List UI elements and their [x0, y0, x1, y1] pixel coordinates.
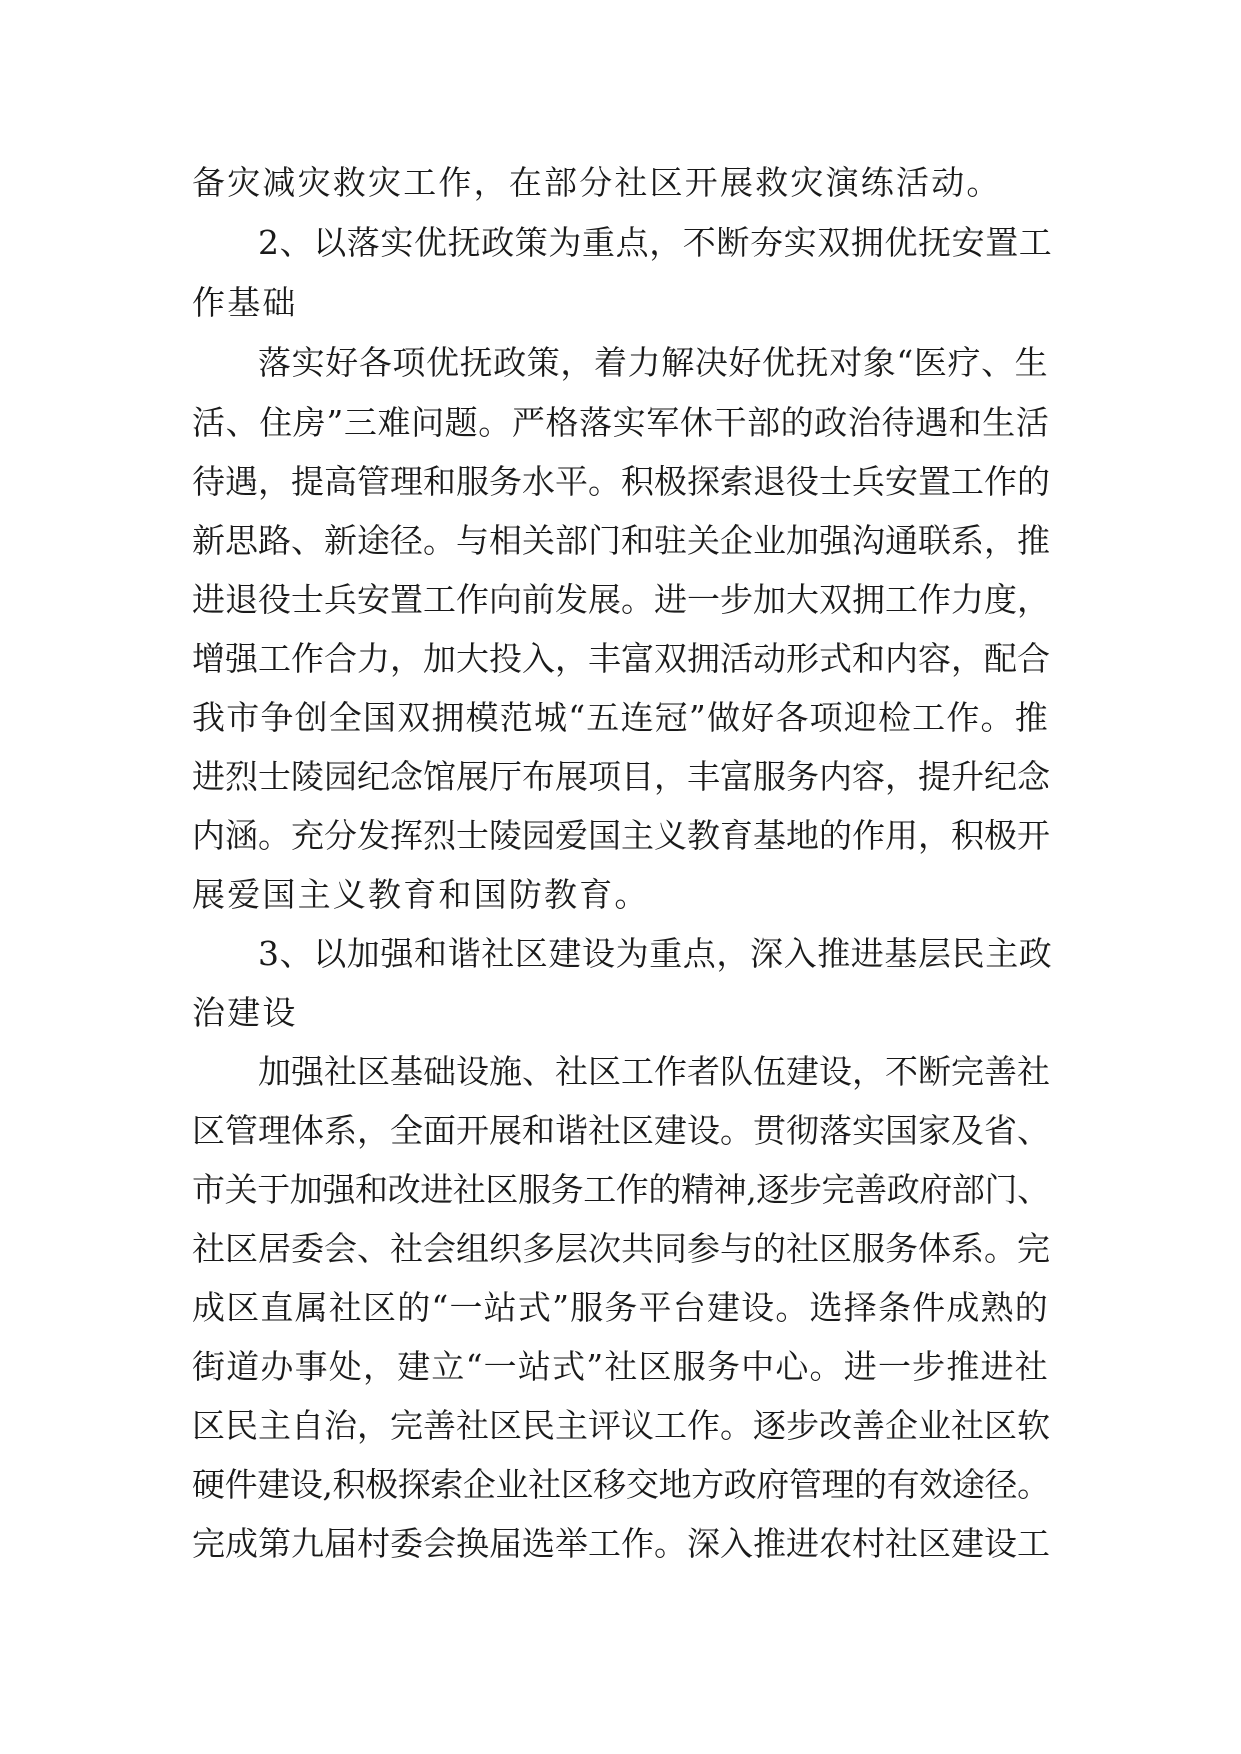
text-line: 区管理体系，全面开展和谐社区建设。贯彻落实国家及省、 — [192, 1111, 1050, 1150]
text-line: 增强工作合力，加大投入，丰富双拥活动形式和内容，配合 — [192, 639, 1050, 678]
text-line: 街道办事处，建立“一站式”社区服务中心。进一步推进社 — [192, 1347, 1049, 1386]
paragraph-first-line: 落实好各项优抚政策，着力解决好优抚对象“医疗、生 — [258, 343, 1049, 382]
text-line: 市关于加强和改进社区服务工作的精神,逐步完善政府部门、 — [192, 1170, 1050, 1209]
text-line: 待遇，提高管理和服务水平。积极探索退役士兵安置工作的 — [192, 462, 1050, 501]
text-line: 新思路、新途径。与相关部门和驻关企业加强沟通联系，推 — [192, 521, 1050, 560]
section-heading-line: 3、以加强和谐社区建设为重点，深入推进基层民主政 — [258, 934, 1053, 973]
text-line: 完成第九届村委会换届选举工作。深入推进农村社区建设工 — [192, 1524, 1050, 1563]
text-line: 社区居委会、社会组织多层次共同参与的社区服务体系。完 — [192, 1229, 1050, 1268]
text-line: 区民主自治，完善社区民主评议工作。逐步改善企业社区软 — [192, 1406, 1050, 1445]
text-line: 展爱国主义教育和国防教育。 — [192, 875, 650, 914]
text-line: 进退役士兵安置工作向前发展。进一步加大双拥工作力度， — [192, 580, 1050, 619]
section-heading-line: 治建设 — [192, 993, 298, 1032]
paragraph-first-line: 加强社区基础设施、社区工作者队伍建设，不断完善社 — [258, 1052, 1050, 1091]
text-line: 内涵。充分发挥烈士陵园爱国主义教育基地的作用，积极开 — [192, 816, 1050, 855]
text-line: 备灾减灾救灾工作，在部分社区开展救灾演练活动。 — [192, 163, 1002, 202]
text-line: 我市争创全国双拥模范城“五连冠”做好各项迎检工作。推 — [192, 698, 1049, 737]
section-heading-line: 作基础 — [192, 283, 298, 322]
text-line: 成区直属社区的“一站式”服务平台建设。选择条件成熟的 — [192, 1288, 1049, 1327]
section-heading-line: 2、以落实优抚政策为重点，不断夯实双拥优抚安置工 — [258, 223, 1053, 262]
text-line: 进烈士陵园纪念馆展厅布展项目，丰富服务内容，提升纪念 — [192, 757, 1050, 796]
text-line: 活、住房”三难问题。严格落实军休干部的政治待遇和生活 — [192, 403, 1050, 442]
text-line: 硬件建设,积极探索企业社区移交地方政府管理的有效途径。 — [192, 1465, 1050, 1504]
